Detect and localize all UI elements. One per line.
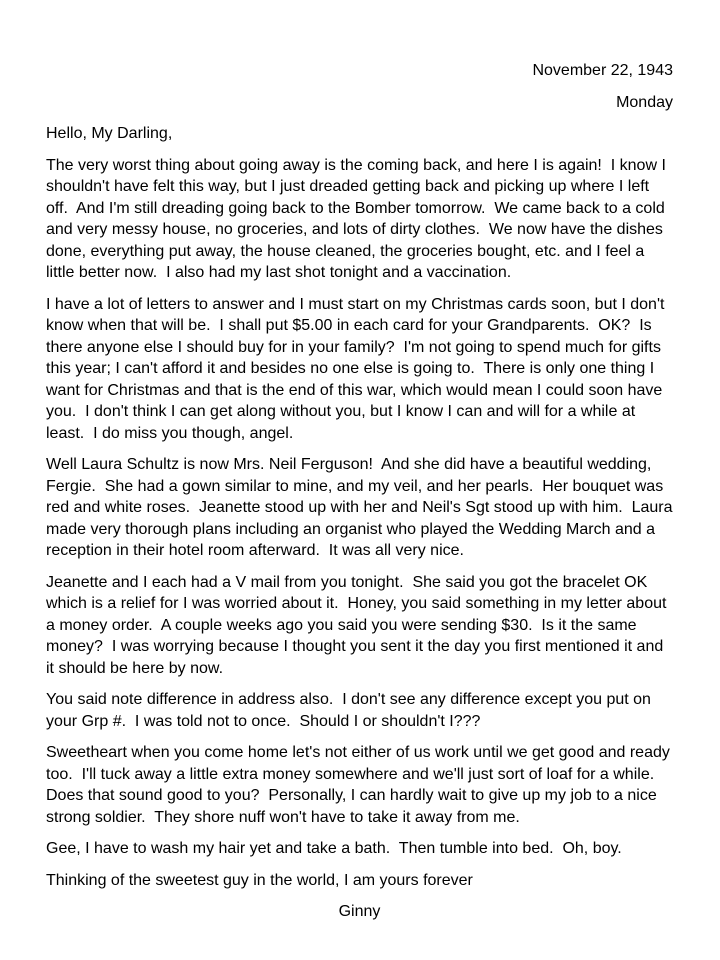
letter-date: November 22, 1943 xyxy=(532,62,673,79)
letter-paragraph: You said note difference in address also. I don't see any difference except you put on your Grp #. I was told not to once. Should I or shouldn't I??? xyxy=(46,691,656,730)
letter-paragraph: The very worst thing about going away is the coming back, and here I is again! I know I shouldn't have felt this way, but I just dreaded getting back and picking up where I left off. And I'm still dreading going back to the Bomber tomorrow. We came back to a cold and very messy house, no groceries, and lots of dirty clothes. We now have the dishes done, everything put away, the house cleaned, the groceries bought, etc. and I feel a little better now. I also had my last shot tonight and a vaccination. xyxy=(46,156,671,281)
letter-paragraph: I have a lot of letters to answer and I must start on my Christmas cards soon, but I don't know when that will be. I shall put $5.00 in each card for your Grandparents. OK? Is there anyone else I should buy for in your family? I'm not going to spend much for gifts this year; I can't afford it and besides no one else is going to. There is only one thing I want for Christmas and that is the end of this war, which would mean I could soon have you. I don't think I can get along without you, but I know I can and will for a while at least. I do miss you though, angel. xyxy=(46,295,669,442)
letter-paragraph: Well Laura Schultz is now Mrs. Neil Ferguson! And she did have a beautiful wedding, Fergie. She had a gown similar to mine, and my veil, and her pearls. Her bouquet was red and white roses. Jeanette stood up with her and Neil's Sgt stood up with him. Laura made very thorough plans including an organist who played the Wedding March and a reception in their hotel room afterward. It was all very nice. xyxy=(46,456,677,559)
salutation: Hello, My Darling, xyxy=(46,125,173,142)
letter-paragraph: Sweetheart when you come home let's not either of us work until we get good and ready too. I'll tuck away a little extra money somewhere and we'll just sort of loaf for a while. Does that sound good to you? Personally, I can hardly wait to give up my job to a nice strong soldier. They shore nuff won't have to take it away from me. xyxy=(46,744,675,826)
letter-day: Monday xyxy=(616,93,673,111)
letter-paragraph: Gee, I have to wash my hair yet and take a bath. Then tumble into bed. Oh, boy. xyxy=(46,840,622,857)
signature: Ginny xyxy=(338,903,381,920)
letter-paragraph: Jeanette and I each had a V mail from you tonight. She said you got the bracelet OK which is a relief for I was worried about it. Honey, you said something in my letter about a money order. A couple weeks ago you said you were sending $30. Is it the same money? I was worrying because I thought you sent it the day you first mentioned it and it should be here by now. xyxy=(46,573,671,677)
closing-line: Thinking of the sweetest guy in the world, I am yours forever xyxy=(46,871,473,889)
